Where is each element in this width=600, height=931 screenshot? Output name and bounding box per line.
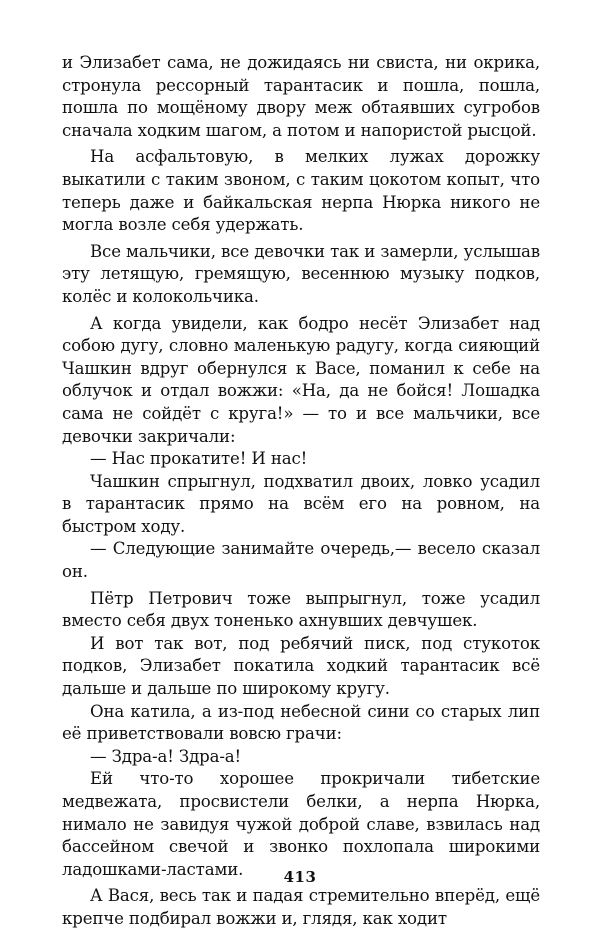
paragraph-1: и Элизабет сама, не дожидаясь ни свиста, ни окрика, стронула рессорный тарантасик и пошла, пошла, пошла по мощёному двору меж обтаявших сугробов сначала ходким шагом, а потом и напористой рысцой. bbox=[62, 53, 540, 140]
paragraph-2: На асфальтовую, в мелких лужах дорожку выкатили с таким звоном, с таким цокотом копыт, что теперь даже и байкальская нерпа Нюрка никого не могла возле себя удержать. bbox=[62, 147, 540, 235]
paragraph-10: Она катила, а из-под небесной сини со старых лип её приветствовали вовсю грачи: bbox=[62, 701, 540, 744]
paragraph-7: — Следующие занимайте очередь,— весело сказал он. bbox=[62, 539, 540, 582]
paragraph-6: Чашкин спрыгнул, подхватил двоих, ловко усадил в тарантасик прямо на всём его на ровном, на быстром ходу. bbox=[62, 471, 540, 536]
paragraph-4: А когда увидели, как бодро несёт Элизабет над собою дугу, словно маленькую радугу, когда сияющий Чашкин вдруг обернулся к Васе, поманил к себе на облучок и отдал вожжи: «На, да не бойся! Лошадка сама не сойдёт с круга!» — то и все мальчики, все девочки закричали: bbox=[62, 313, 540, 446]
paragraph-5: — Нас прокатите! И нас! bbox=[90, 449, 308, 469]
paragraph-11: — Здра-а! Здра-а! bbox=[90, 746, 242, 766]
paragraph-13: А Вася, весь так и падая стремительно вперёд, ещё крепче подбирал вожжи и, глядя, как ходит bbox=[62, 886, 540, 928]
paragraph-12: Ей что-то хорошее прокричали тибетские медвежата, просвистели белки, а нерпа Нюрка, нимало не завидуя чужой доброй славе, взвилась над бассейном свечой и звонко похлопала широкими ладошками-ластами. bbox=[62, 769, 540, 879]
paragraph-3: Все мальчики, все девочки так и замерли, услышав эту летящую, гремящую, весеннюю музыку подков, колёс и колокольчика. bbox=[62, 241, 540, 306]
paragraph-9: И вот так вот, под ребячий писк, под стукоток подков, Элизабет покатила ходкий тарантасик всё дальше и дальше по широкому кругу. bbox=[62, 633, 540, 699]
page-body bbox=[62, 52, 540, 931]
page-number: 413 bbox=[283, 868, 317, 886]
paragraph-8: Пётр Петрович тоже выпрыгнул, тоже усадил вместо себя двух тоненько ахнувших девчушек. bbox=[62, 588, 540, 631]
